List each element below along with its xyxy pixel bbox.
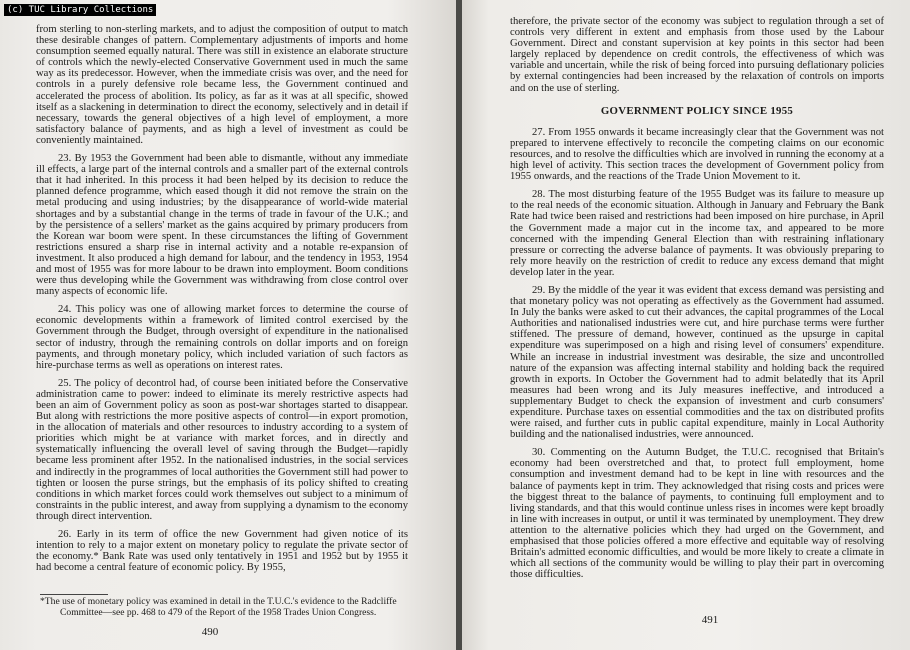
paragraph-continuation: from sterling to non-sterling markets, and to adjust the composition of output to match these desirable changes of pattern. Complementary adjustments of imports and home consumption seemed equally natural. There was still in existence an elaborate structure of controls which the newly-elected Conservative Government used in much the same way as its predecessor. However, when the immediate crisis was over, and the need for controls in a purely defensive role became less, the Government continued and accelerated the process of abolition. Its policy, as far as it was at all specific, showed itself as a slackening in determination to direct the economy, selectively and in detail if necessary, towards the general objectives of a high level of employment, a more satisfactory balance of payments, and as high a level of investment as could be conveniently maintained. bbox=[36, 24, 408, 146]
footnote-line-2: Committee—see pp. 468 to 479 of the Report of the 1958 Trades Union Congress. bbox=[60, 606, 377, 618]
paragraph-26: 26. Early in its term of office the new Government had given notice of its intention to rely to a major extent on monetary policy to regulate the private sector of the economy.* Bank Rate was used only tentatively in 1951 and 1952 but by 1955 it had become a central feature of economic policy. By 1955, bbox=[36, 529, 408, 574]
paragraph-continuation-right: therefore, the private sector of the economy was subject to regulation through a set of controls very different in extent and emphasis from those used by the Labour Government. Direct and constant supervision at key points in this sector had been largely replaced by dependence on credit controls, the effectiveness of which was variable and uncertain, while the risk of being forced into pursuing deflationary policies by external contingencies had been increased by the relaxation of controls on imports and on the use of sterling. bbox=[510, 16, 884, 94]
paragraph-29: 29. By the middle of the year it was evident that excess demand was persisting and that monetary policy was not operating as effectively as the Government had assumed. In July the banks were asked to cut their advances, the capital programmes of the Local Authorities and nationalised industries were cut, and hire purchase terms were further stiffened. The pressure of demand, however, continued as the upsurge in capital expenditure was superimposed on a high and rising level of consumers' expenditure. While an increase in industrial investment was desirable, the size and uncontrolled nature of the expansion was affecting internal stability and holding back the required growth in exports. In October the Government had to admit belatedly that its April measures had been wrong and its July measures ineffective, and introduced a supplementary Budget to check the expansion of investment and curb consumers' expenditure. Purchase taxes on essential commodities and the tax on distributed profits were raised, and further cuts in public capital expenditure, mainly in Local Authority building and the nationalised industries, were announced. bbox=[510, 284, 884, 441]
right-page-body bbox=[510, 16, 884, 580]
page-number-left: 490 bbox=[201, 626, 219, 638]
paragraph-25: 25. The policy of decontrol had, of course been initiated before the Conservative administration came to power: indeed to eliminate its merely restrictive aspects had been an aim of Government policy as soon as post-war shortages started to disappear. But along with restrictions the more positive aspects of control—in export promotion, in the allocation of materials and other resources to industry according to a system of priorities which might be at variance with market forces, and in directly and systematically influencing the overall level of saving through the Budget—rapidly became less prominent after 1952. In the nationalised industries, in the social services and indirectly in the programmes of local authorities the Government still had power to tighten or loosen the purse strings, but the emphasis of its policy shifted to creating conditions in which market forces could work themselves out subject to a minimum of constraints in the public interest, and away from supplying a dynamism to the economy through direct intervention. bbox=[36, 377, 408, 522]
left-page-body bbox=[36, 24, 408, 573]
paragraph-23: 23. By 1953 the Government had been able to dismantle, without any immediate ill effects, a large part of the internal controls and a smaller part of the external controls that it had inherited. In this process it had been helped by its decision to reduce the planned defence programme, which eased though it did not remove the strain on the metal producing and using industries; by the disappearance of world-wide material shortages and by a substantial change in the terms of trade in favour of the U.K.; and by the persistence of a sellers' market as the gains acquired by primary producers from the Korean war boom were spent. In these circumstances the lifting of Government restrictions ensured a sharp rise in internal activity and a notable re-expansion of investment. It also produced a high demand for labour, and the tendency in 1953, 1954 and most of 1955 was for more labour to be drawn into employment. Boom conditions were thus developing while the Government was withdrawing from close control over many aspects of economic life. bbox=[36, 153, 408, 298]
paragraph-28: 28. The most disturbing feature of the 1955 Budget was its failure to measure up to the real needs of the economic situation. Although in January and February the Bank Rate had twice been raised and restrictions had been imposed on hire purchase, in April the Government made a major cut in the income tax, and appeared to be more concerned with the impending General Election than with restraining inflationary pressure or correcting the adverse balance of payments. It was obviously preparing to rely more heavily on the restriction of credit to reduce any excess demand that might develop later in the year. bbox=[510, 189, 884, 278]
paragraph-27: 27. From 1955 onwards it became increasingly clear that the Government was not prepared to intervene effectively to reconcile the competing claims on our economic resources, and to resolve the difficulties which are involved in running the economy at a high level of activity. This section traces the development of Government policy from 1955 onwards, and the reactions of the Trade Union Movement to it. bbox=[510, 126, 884, 183]
paragraph-30: 30. Commenting on the Autumn Budget, the T.U.C. recognised that Britain's economy had been overstretched and that, to protect full employment, home consumption and investment demand had to be kept in line with resources and the balance of payments kept in trim. They acknowledged that rising costs and prices were the biggest threat to the balance of payments, to continuing full employment and to living standards, and that this would continue unless rises in incomes were kept broadly in line with increases in output, or until it was terminated by unemployment. They drew attention to the alternative policies which they had urged on the Government, and emphasised that those policies offered a more effective and equitable way of resolving Britain's admitted economic difficulties, and would be more likely to create a climate in which all sections of the community would be willing to play their part in overcoming those difficulties. bbox=[510, 447, 884, 581]
copyright-watermark: (c) TUC Library Collections bbox=[4, 4, 156, 16]
footnote-divider bbox=[40, 594, 108, 595]
paragraph-24: 24. This policy was one of allowing market forces to determine the course of economic developments within a framework of limited control exercised by the Government through the Budget, through oversight of expenditure in the nationalised sector of industry, through the remaining controls on dollar imports and on foreign payments, and through monetary policy, which included variation of such factors as hire-purchase terms as well as operations on interest rates. bbox=[36, 304, 408, 371]
footnote-line-1: *The use of monetary policy was examined in detail in the T.U.C.'s evidence to the Radcliffe bbox=[40, 596, 397, 607]
page-number-right: 491 bbox=[701, 614, 719, 626]
right-page bbox=[462, 0, 910, 650]
section-heading: GOVERNMENT POLICY SINCE 1955 bbox=[600, 104, 794, 117]
footnote bbox=[40, 597, 406, 618]
